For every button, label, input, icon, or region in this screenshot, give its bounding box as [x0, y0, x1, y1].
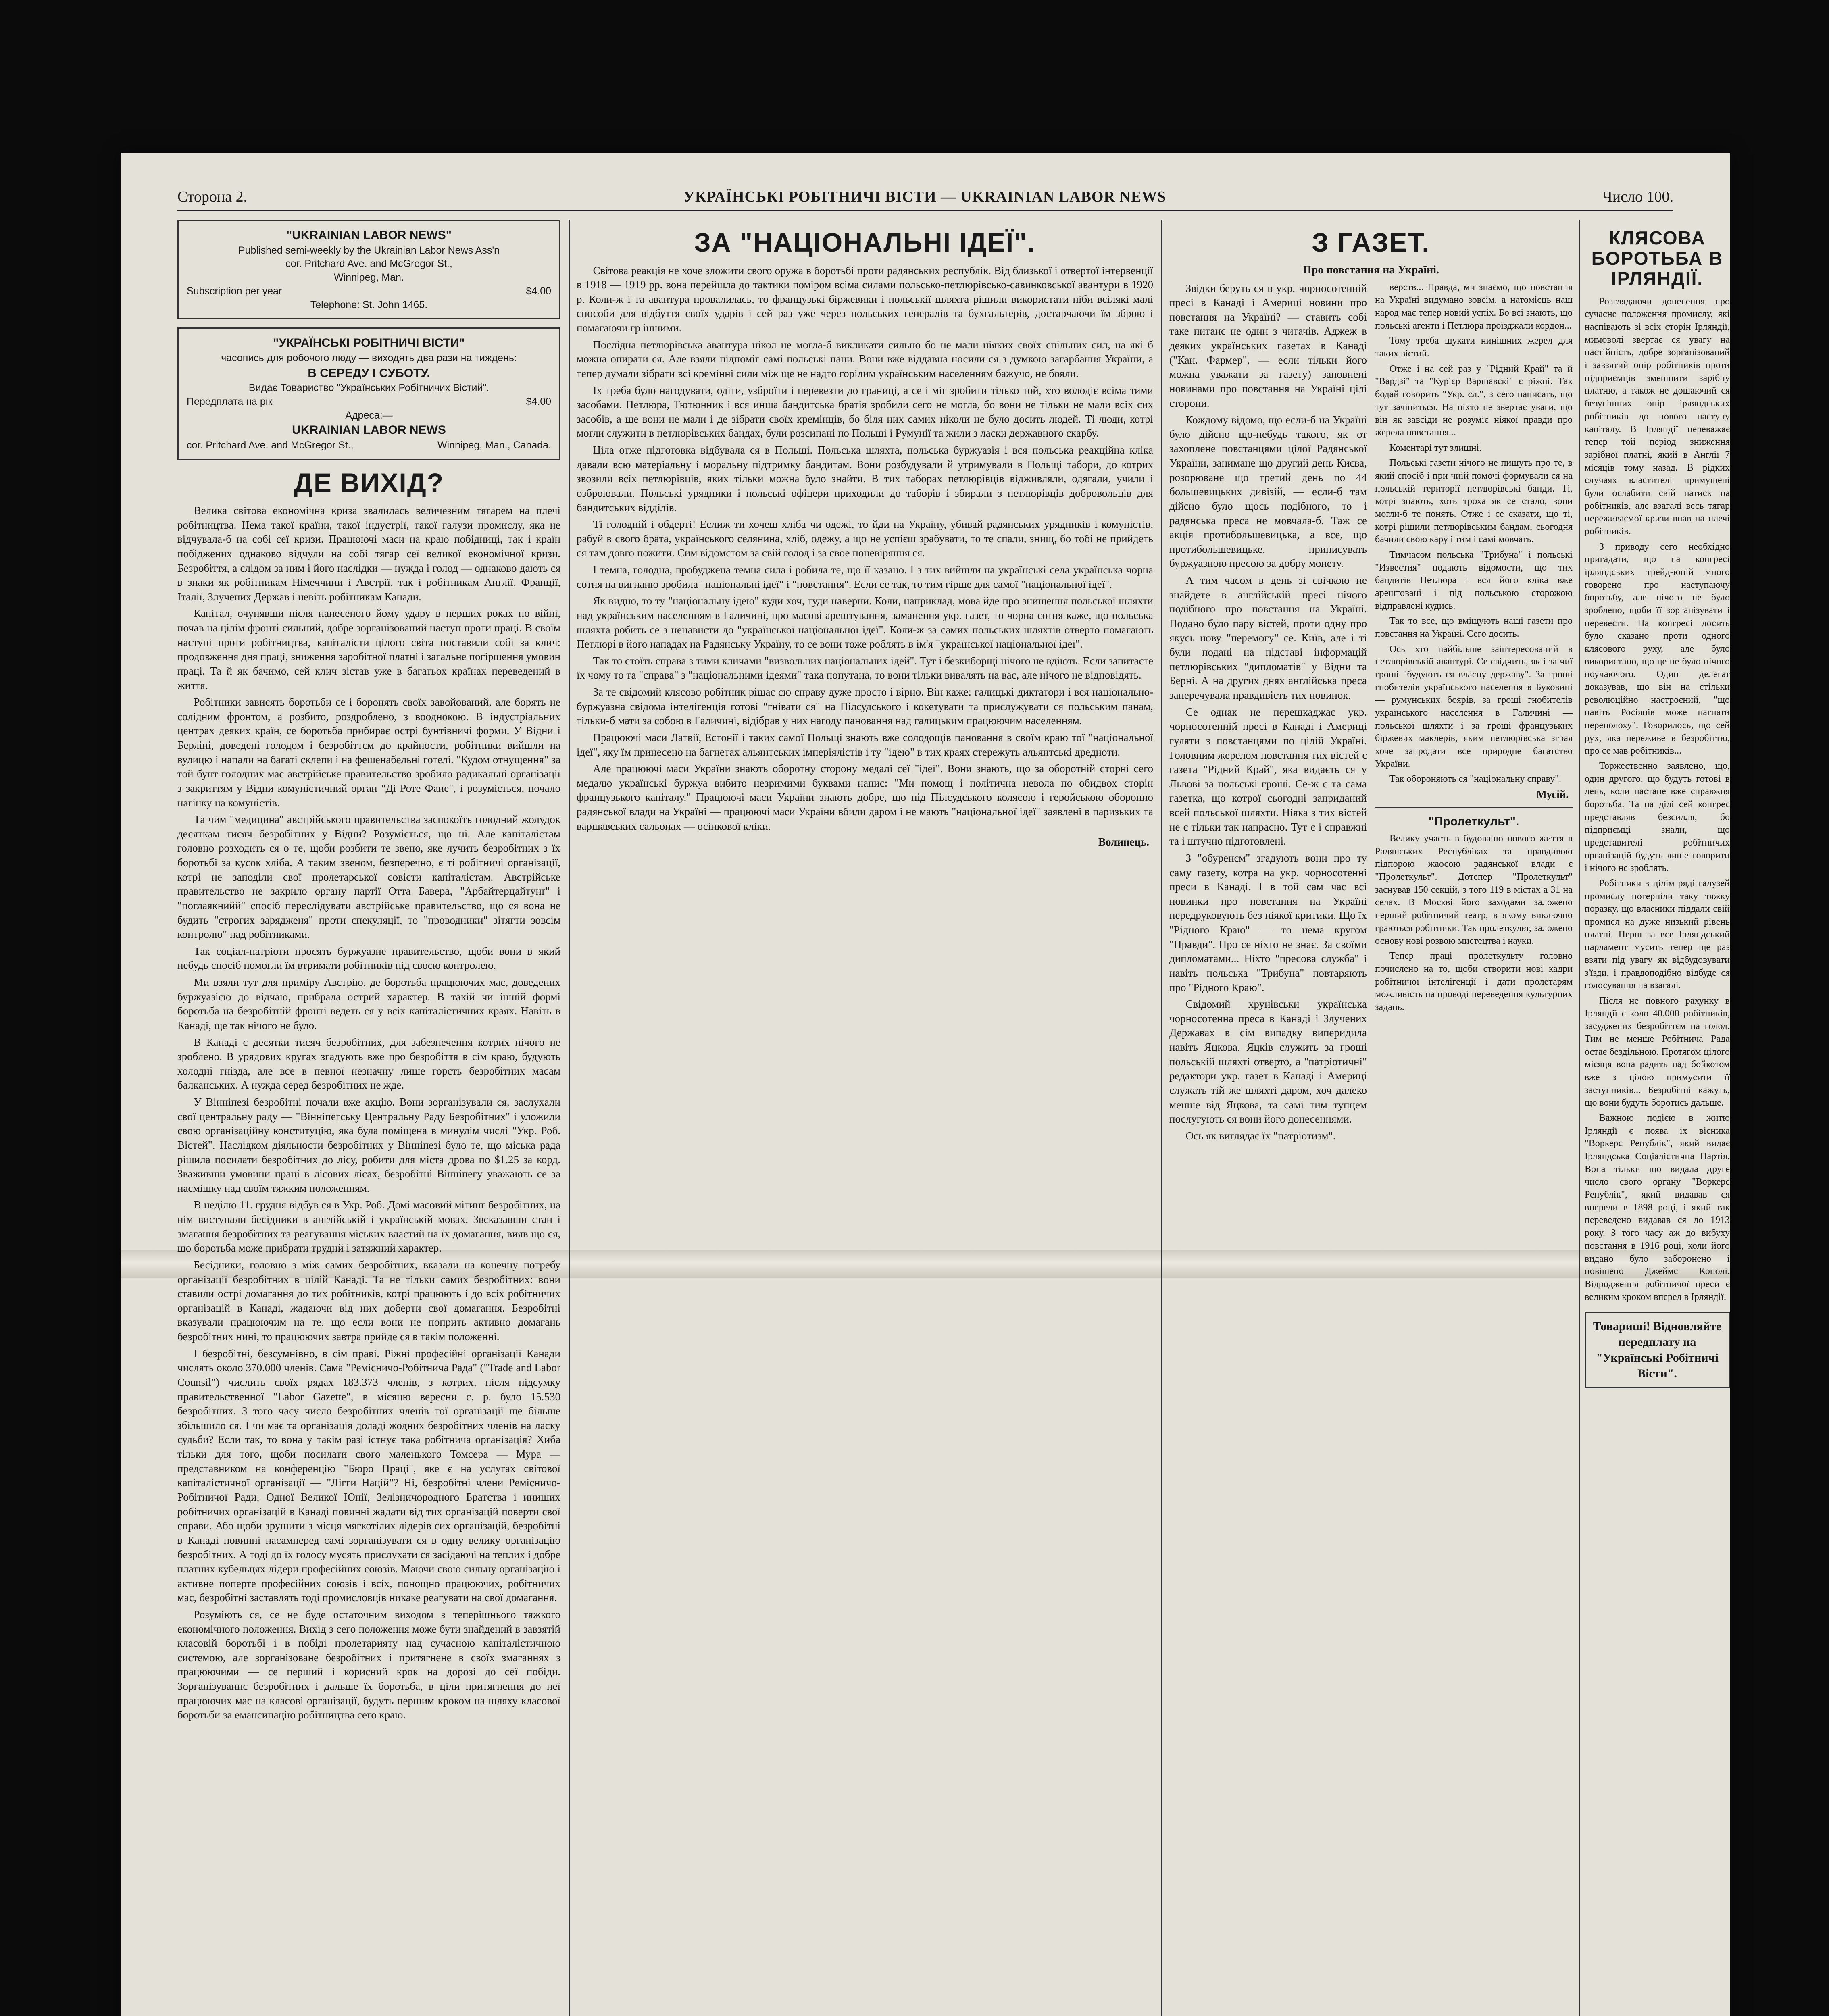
article-body — [1585, 296, 1730, 1304]
paragraph: З приводу сего необхідно пригадати, що на конгресі ірляндських трейд-юній много говорено про наступаючу боротьбу, але нічого не було зроблено, щоби її зорганізувати і перевести. На конгресі досить було сказано проти одного клясового руху, але було використано, що це не було нічого поучаючого. Один делегат доказував, що він на стільки революційно настроєний, "що навіть Росіянів може нагнати переполоху". Говорилось, що сей рух, яка переживе в безробіттю, про се мав робітників... — [1585, 541, 1730, 756]
paragraph: Працюючі маси Латвії, Естонії і таких самої Польщі знають вже солодощів пановання в своїм краю тої "національної ідеї", яку їм принесено на багнетах альянтських імперіялістів і ту "ідею" в тих краях стережуть альянтські дредноти. — [577, 731, 1153, 758]
article-body — [1169, 281, 1573, 1146]
paragraph: Ось хто найбільше заінтересований в петлюрівській авантурі. Се свідчить, як і за чиї гроші "будують ся власну державу". За гроші гнобителів українського населення в Буковині — румунських боярів, за гроші гнобителів українського населення в Галичині — польської шляхти і за гроші французьких біржевих маклерів, яким петлюрівська зграя хоче запродати все природне багатство України. — [1375, 644, 1573, 769]
paragraph: Ті голодній і обдерті! Еслиж ти хочеш хліба чи одежі, то йди на Україну, убивай радянських урядників і комуністів, рабуй в свого брата, українського селянина, хліб, одежу, а що не успієш зрабувати, то те спали, знищ, бо тобі не прийдеть ся там довго пожити. Сим відомстом за свій голод і за свое поневіряння ся. — [577, 518, 1153, 559]
paragraph: верств... Правда, ми знаємо, що повстання на Україні видумано зовсім, а натомісць наш народ має тепер новий успіх. Бо всі знають, що польські агенти і Петлюра проїзджали кордон... — [1375, 282, 1573, 331]
paragraph: За те свідомий клясово робітник рішає сю справу дуже просто і вірно. Він каже: галицькі диктатори і вся національно-буржуазна свідома інтелігенція готові "гнівати ся" на Пілсудського і кокетувати та прислужувати ся польським панам, тільки-б мати за собою в Галичині, відібрав у них нагоду пановання над галицьким працюючим населенням. — [577, 686, 1153, 727]
subscription-notice: Товариші! Відновляйте передплату на "Українські Робітничі Вісти". — [1585, 1312, 1730, 1388]
divider — [1375, 807, 1573, 808]
newspaper-page — [121, 153, 1730, 2016]
masthead-ua-line2: В СЕРЕДУ І СУБОТУ. — [308, 366, 430, 380]
page-number: Сторона 2. — [177, 188, 248, 205]
newspaper-title: УКРАЇНСЬКІ РОБІТНИЧІ ВІСТИ — UKRAINIAN LABOR NEWS — [683, 188, 1167, 205]
header-rule — [177, 210, 1673, 211]
subcolumn-left — [1169, 281, 1367, 1146]
paragraph: В неділю 11. грудня відбув ся в Укр. Роб. Домі масовий мітинг безробітних, на нім виступали бесідники в англійській і українській мовах. Звсказавши стан і змагання безробітних та реагування міських властий на їх домагання, вияв що ся, що боротьба може прибрати труднй і затяжний характер. — [177, 1199, 560, 1254]
column-divider — [1161, 220, 1162, 2016]
paragraph: Ось як виглядає їх "патріотизм". — [1185, 1129, 1336, 1142]
signature: Мусій. — [1536, 788, 1569, 801]
issue-number: Число 100. — [1602, 188, 1673, 205]
article-subtitle: Про повстання на Україні. — [1303, 263, 1439, 276]
column-1 — [177, 220, 560, 2016]
paragraph: Коментарі тут злишні. — [1389, 442, 1482, 453]
masthead-en-line1: Published semi-weekly by the Ukrainian Labor News Ass'n — [238, 244, 500, 256]
paragraph: Розглядаючи донесення про сучасне положення промислу, які наспівають зі всіх сторін Ірляндії, мимоволі звертає ся увагу на пастійність, добре зорганізований і завзятий опір робітників проти підприємців зменшити зарібну платню, а також не дошаючий ся безусішних опір ірляндських робітників до нового наступу капіталу. В Ірляндії переважає тепер той період зниження зарібної платні, який в Англії 7 місяців тому назад. В рідких случаях властителі примущені були ослабити свій натиск на робітників, але взагалі весь тягар переживаємої кризи впав на плечі робітників. — [1585, 296, 1730, 537]
paragraph: Послідна петлюрівська авантура нікол не могла-б викликати сильно бо не мали ніяких своїх спільних сил, на які б можна опирати ся. Але взяли підпоміг самі польські пани. Вони вже віддавна носили ся з думкою загарбання України, а тепер думали зібрати всі кремінні сили між ще не надто горілим українським населенням бажучо, не бояли. — [577, 338, 1153, 379]
article-title: КЛЯСОВА БОРОТЬБА В ІРЛЯНДІЇ. — [1591, 227, 1723, 289]
column-3 — [1169, 220, 1573, 2016]
paragraph: Але працюючі маси України знають оборотну сторону медалі сеї "ідеї". Вони знають, що за оборотній сторні сего медалю українські буржуа вибито незримими буквами напис: "Ми помощ і політична невола по обидвох сторін французького капіталу." Працюючі маси України знають добре, що під Пілсудського колясою і геройською оборонно радянської влади на Україні — працюючі маси України вбили даром і не мають "національної ідеї" заявлені в паризьких та варшавських сальонах — осінкової кліки. — [577, 762, 1153, 832]
paragraph: Велика світова економічна криза звалилась величезним тягарем на плечі робітництва. Нема такої країни, такої індустрії, такої галузи промислу, яка не відчувала-б на собі сеї кризи. Працюючі маси на краю побідниці, так і країн побіджених однаково відчули на собі тягар сеї великої економічної кризи. Безробіття, а слідом за ним і його наслідки — нужда і голод — однаково дають ся в знаки як робітникам Німеччини і Австрії, так і робітникам Англії, Франції, Італії, Злучених Держав і невіть робітникам Канади. — [177, 504, 560, 603]
paragraph: Капітал, очунявши після нанесеного йому удару в перших роках по війні, почав на цілім фронті сильний, добре зорганізований наступ проти праці. В своїм наступі проти робітництва, капіталісти цілого світа поставили собі за клич: продовження дня праці, зниження заробітної платні і загальне погіршення умовин праці. Та й як бачимо, сей клич зістав уже в багатьох країнах переведений в життя. — [177, 607, 560, 691]
masthead-en-name: "UKRAINIAN LABOR NEWS" — [286, 229, 452, 242]
column-divider — [1579, 220, 1580, 2016]
paragraph: Так то все, що вміщують наші газети про повстання на Україні. Сего досить. — [1375, 616, 1573, 639]
address-label: Адреса:— — [345, 409, 393, 421]
masthead-english — [177, 220, 560, 319]
paragraph: Іх треба було нагодувати, одіти, узброїти і перевезти до границі, а се і міг зробити тілько той, хто володіє всіма тими засобами. Петлюра, Тютюнник і вся инша бандитська братія зробили сего не могла, бо вони не тільки не мали всіх сих засобів, а ще вони не мали і де зібрати своїх кремінців, бо біля них самих ніколи не було досить людей. Ті люди, котрі могли служити в петлюрівських бандах, були розсипані по Польщі і Румунії та жили з ласки державного скарбу. — [577, 384, 1153, 439]
paragraph: Так обороняють ся "національну справу". — [1389, 774, 1561, 785]
paragraph: Кождому відомо, що если-б на Україні було дійсно що-небудь такого, як от захоплене повстанцями цілої Радянської України, занимане що другий день Києва, розорюване що третий день по 44 большевицьких дивізій, — если-б там дійсно було щось подібного, то і радянська преса не мовчала-б. Таж се акція протибольшевицька, а все, що протибольшевицьке, приписувать буржуазною пресою за добру монету. — [1169, 414, 1367, 570]
paragraph: З "обуренєм" згадують вони про ту саму газету, котра на укр. чорносотенні преси в Канаді. І в той сам час всі новинки про повстання на Україні передруковують без ніякої критики. Що їх "Рідного Краю" — то нема кругом "Правди". Про се ніхто не знає. За своїми дипломатами... Ніхто "пресова служба" і навіть польська "Трибуна" повтаряють про "Рідного Краю". — [1169, 852, 1367, 993]
subscription-row-ua — [187, 395, 551, 409]
column-2 — [577, 220, 1153, 2016]
address-line: cor. Pritchard Ave. and McGregor St., — [187, 439, 354, 451]
paragraph: Світова реакція не хоче зложити свого оружа в боротьбі проти радянських республік. Від близької і отвертої інтервенції в 1918 — 1919 рр. вона перейшла до тактики поміром всіма силами польсько-петлюрівсько-савинковської авантури в 1920 р. Коли-ж і та авантура провалилась, то французькі біржевики і польськії шляхта рішили використати ніби всілякі малі способи для відбуття своїх ударів і сей раз уже через польських генералів та бухгальтерів, достарчаючи їм зброю і помагаючи гр іншими. — [577, 264, 1153, 334]
paragraph: Так то стоїть справа з тими кличами "визвольних національних ідей". Тут і безкиборщі нічого не вдіють. Если запитаєте їх чому то та "справа" з "національними ідеями" така попутана, то вони тільки вивалять на вас, але нічого не відповідять. — [577, 654, 1153, 681]
subscription-row — [187, 285, 551, 298]
paragraph: І темна, голодна, пробуджена темна сила і робила те, що її казано. І з тих вийшли на українські села українська чорна сотня на вигнаню зробила "національні ідеї" і "повстання". Если се так, то тим гірше для самої "національної ідеї". — [577, 564, 1153, 590]
subarticle-title: "Пролеткульт". — [1428, 815, 1519, 829]
subscription-price-ua: $4.00 — [526, 396, 551, 407]
paragraph: Ми взяли тут для приміру Австрію, де боротьба працюючих мас, доведених буржуазією до відчаю, прибрала острий характер. В такій чи іншій формі боротьба на безробітній фронті ведеть ся у всіх капіталістичних краях. Навіть в Канаді, ще так нічого не було. — [177, 976, 560, 1031]
paragraph: В Канаді є десятки тисяч безробітних, для забезпечення котрих нічого не зроблено. В урядових кругах згадують вже про безробіття в сім краю, будують холодні гнізда, але все в певної незначну лише горсть безробітних масам балканських. А нужда серед безробітних не жде. — [177, 1036, 560, 1091]
paragraph: Робітники в цілім ряді галузей промислу потерпіли таку тяжку поразку, що власники піддали свій промисл на дуже низький рівень платні. Перш за все Ірляндський парламент мусить тепер ще раз взяти під увагу як відбудовувати з'їзди, і правдоподібно відбуде ся голосування на взагалі. — [1585, 878, 1730, 991]
subscription-price: $4.00 — [526, 285, 551, 297]
paragraph: Отже і на сей раз у "Рідний Край" та й "Вардзі" та "Курієр Варшавскі" є ріжні. Так бодай говорить "Укр. сл.", з сего паписать, що тут зачіпиться. На ніхто не звертає уваги, що він як завсіди не розуміє ніякої правди про жерела повстання... — [1375, 363, 1573, 438]
signature: Волинець. — [1098, 836, 1149, 848]
subscription-label: Subscription per year — [187, 285, 282, 297]
paragraph: Як видно, то ту "національну ідею" куди хоч, туди наверни. Коли, наприклад, мова йде про знищення польської шляхти над українським населенням в Галичині, про масові арештування, заманення укр. газет, то чорна сотня каже, що польська шляхта робить се з ненависти до "української національної ідеї". Коли-ж за самих польських шляхтів отверто помагають Петлюрі в його нападах на Радянську Україну, то се вони тоже роблять в ім'я "української національної ідеї". — [577, 595, 1153, 650]
article-title: ЗА "НАЦІОНАЛЬНІ ІДЕЇ". — [694, 227, 1036, 257]
paragraph: Так соціал-патріоти просять буржуазне правительство, щоби вони в який небудь спосіб помогли їм втримати робітників під своєю контролею. — [177, 945, 560, 972]
address-name: UKRAINIAN LABOR NEWS — [292, 423, 446, 437]
subcolumn-right — [1375, 281, 1573, 1146]
article-title: ДЕ ВИХІД? — [294, 467, 444, 498]
masthead-ua-line1: часопись для робочого люду — виходять два рази на тиждень: — [221, 352, 517, 364]
paragraph: Тому треба шукати нинішних жерел для таких вістий. — [1375, 335, 1573, 359]
paragraph: Розуміють ся, се не буде остаточним виходом з теперішнього тяжкого економічного положення. Вихід з сего положення може бути знайдений в завзятій класовій боротьбі і в побіді пролетарияту над сучасною капіталістичною системою, але зорганізоване безробітних і притягнене в своїх змаганнях з працюючими — се перший і корисний крок на дорозі до сеї побіди. Зорганізуваннє безробітних і дальше їх боротьба, в ціли притягнення до неї працюючих мас на класові організації, будуть першим кроком на шляху класової боротьби за емансипацію робітництва сего краю. — [177, 1608, 560, 1721]
paragraph: Се однак не перешкаджає укр. чорносотенній пресі в Канаді і Америці гуляти з повстанцями по цілій Україні. Головним жерелом повстання тих вістей є газета "Рідний Край", яка видаєть ся у Львові за польські гроші. Се-ж є та сама газетка, що котрої сьогодні заприданий всей польської шляхти. Ніяка з тих вістей не є тільки так напрасно. Тут є і справжні та і штучно підготовлені. — [1169, 706, 1367, 848]
paragraph: Торжественно заявлено, що, один другого, що будуть готові в день, коли настане вже справжня боротьба. Та на ділі сей конгрес представляв безсилля, бо підприємці знали, що представителі робітничих організацій будуть лише говорити і нічого не зроблять. — [1585, 760, 1730, 874]
page-header — [177, 181, 1673, 206]
paragraph: Свідомий хрунівськи українська чорносотенна преса в Канаді і Злучених Державах в сім випадку виперидила навіть Яцкова. Яцків служить за гроші польській шляхті отверто, а "патріотичні" редактори укр. газет в Канаді і Америці служать тій же шляхті даром, хоч далеко менше від Яцкова, та самі тим тупцем послугують ся вони його донесеннями. — [1169, 998, 1367, 1125]
masthead-ukrainian — [177, 327, 560, 460]
paragraph: А тим часом в день зі свічкою не знайдете в англійській пресі нічого подібного про повстання на Україні. Подано було пару вістей, проти одну про якусь нову "перемогу" се. Київ, але і ті були подані на підставі інформацій петлюрівських "дипломатів" у Відни та Берні. А на других днях англійська преса заперечувала правдивість тих новинок. — [1169, 574, 1367, 702]
paragraph: Та чим "медицина" австрійського правительства заспокоїть голодний жолудок десяткам тисяч безробітних у Відни? Розуміється, що ні. Але капіталістам головно розходить ся о те, щоби розбити те звено, яке лучить безробітних з їх боротьбі за кусок хліба. А таким звеном, безперечно, є ті робітничі організації, котрі не заподіли свої пролетарської совісти капіталістам. Австрійське правительство не закрило органу партії Отта Бавера, "Арбайтерцайтунґ" і "поглаякнийй" спосіб переслідувати австрійське правительство, що ся вона не будить "строгих зарядженя" проти спекуляції, то "проводники" зітягти зовсім контролю" над робітниками. — [177, 813, 560, 941]
paragraph: Бесідники, головно з між самих безробітних, вказали на конечну потребу організації безробітних в цілій Канаді. Та не тільки самих безробітних: вони ставили острі домагання до тих робітників, котрі працюють і до всіх робітничих організацій в Канаді, жадаючи від них доберти свої домагання. Безробітні вказували працюючим на те, що если вони не поприть активно домагань безробітних нині, то працюючих завтра прийде ся в такім положенні. — [177, 1258, 560, 1343]
paragraph: Тимчасом польська "Трибуна" і польські "Известия" подають відомости, що тих бандитів Петлюра і вся його кліка вже арештовані і під польською сторожою відправлені кудись. — [1375, 550, 1573, 611]
paragraph: У Вінніпезі безробітні почали вже акцію. Вони зорганізували ся, заслухали свої центральну раду — "Вінніпегську Центральну Раду Безробітних" і уложили свою організаційну конституцію, яка була поміщена в минулім числі "Укр. Роб. Вістей". Наслідком діяльности безробітних у Вінніпезі було те, що міська рада рішила посилати безробітних до лісу, робити для міста дрова по $1.25 за корд. Зваживши умовини праці в лісових лісах, безробітні Вінніпегу уважають се за насмішку над своїм тяжким положенням. — [177, 1096, 560, 1194]
telephone: Telephone: St. John 1465. — [310, 299, 428, 310]
subscription-label-ua: Передплата на рік — [187, 396, 273, 407]
article-body — [177, 504, 560, 1722]
column-divider — [569, 220, 570, 2016]
paragraph: І безробітні, безсумнівно, в сім праві. Ріжні професійні організації Канади числять около 370.000 членів. Сама "Ремісничо-Робітнича Рада" ("Trade and Labor Counsil") числить своїх рядах 183.373 членів, з котрих, після підсумку правительственної "Labor Gazette", в місяцю вересни с. р. було 15.530 безробітних. З того часу число безробітних членів тої організації ще більше збільшило ся. І чи має та організація доладі жодних безробітних членів на ласку судьби? Если так, то вона у такім разі істнує така робітнича організація? Хиба тільки для того, щоби посилати свого маленького Томсера — Мура — представником на конференцію "Бюро Праці", яке є на услугах світової капіталістичної організації — "Лігги Націй"? Ні, безробітні члени Ремісничо-Робітничої Ради, Одної Великої Юнії, Зелізничородного Братства і иниших робітничих організацій в Канаді повинні жадати від тих організацій поверти свої справи. Або щоби зрушити з місця мягкотілих лідерів сих організацій, безробітні в Канаді повинні насамперед самі зорганізувати ся в одну велику організацію безробітних. А тоді до їх голосу мусять прислухати ся засідаючі на теплих і добре платних кубельцях лідери професійних союзів. Маючи свою сильну організацію і активне поперте професійних союзів і всіх, понощно працюючих, робітничих мас, безробітні заставлять тоді промисловців никаке реагувати на свої домагання. — [177, 1347, 560, 1604]
paragraph: Польські газети нічого не пишуть про те, в який спосіб і при чиїй помочі формували ся на польській території петлюрівські банди. Ті, котрі знають, хоть троха як се стало, вони могли-б те понять. Отже і се сказати, що ті, котрі рішили петлюрівським бандам, сьогодня бачили свою кару і тим і самі мовчать. — [1375, 458, 1573, 545]
paragraph: Ціла отже підготовка відбувала ся в Польщі. Польська шляхта, польська буржуазія і вся польська реакційна кліка давали всю матеріальну і моральну підтримку бандитам. Вони розбудували й утримували в Польщі табори, до котрих звозили всіх петлюрівців, яких тільки можна було знайти. В тих таборах петлюрівців відживляли, одягали, учили і озброювали. Польські урядники і польські офіцери приходили до таборів і збирали з петлюрівців добровольців для бандитських відділів. — [577, 444, 1153, 514]
paragraph: Велику участь в будованю нового життя в Радянських Республіках та правдивою підпорою жаосою радянської влади є "Пролеткульт". Дотепер "Пролеткульт" заснував 150 секцій, з того 119 в містах а 31 на селах. В Москві його заходами заложено перший робітничий театр, в якому виключно граються робітники. Так пролеткульт, заложено основу нові розвою мистецтва і науки. — [1375, 833, 1573, 946]
masthead-ua-name: "УКРАЇНСЬКІ РОБІТНИЧІ ВІСТИ" — [273, 336, 465, 350]
paragraph: Звідки беруть ся в укр. чорносотенній пресі в Канаді і Америці новини про повстання на Україні? — ставить собі таке питанє не один з читачів. Аджеж в деяких українських газетах в Канаді ("Кан. Фармер", — если тільки його можна уважати за газету) заповнені новинами про повстання на Україні цілі сторони. — [1169, 282, 1367, 409]
paragraph: Тепер праці пролеткульту головно почислено на то, щоби створити нові кадри робітничої інтелігенції і дати пролетарям можливість на проводі переведення культурних задань. — [1375, 951, 1573, 1012]
address-city: Winnipeg, Man., Canada. — [437, 439, 551, 451]
column-4 — [1585, 220, 1730, 2016]
paragraph: Важною подією в житю Ірляндії є поява іх вісника "Воркерс Републік", який видає Ірляндська Соціалістична Партія. Вона тільки що видала друге число свого органу "Воркерс Републік", який видавав ся впереди в 1898 році, і який так переведено видавав ся до 1913 року. З того часу аж до вибуху повстання в 1916 році, коли його видано було заборонено і повішено Джеймс Конолі. Відродження робітничої преси є великим кроком вперед в Ірляндії. — [1585, 1113, 1730, 1302]
paragraph: Робітники зависять боротьби се і боронять своїх завойований, але борять не солідним фронтом, а розбито, роздроблено, з вооднокою. В індустріальних центрах деяких країн, се боротьба прибирає острі бунтівничі форми. У Відни і Берліні, доведені голодом і безробіттєм до крайности, робітники вийшли на вулицю і напали на багаті склепи і на фешенабельні готелі. "Кудом отнущення" за той бунт голодних мас австрійське правительство зробило радикальні організації з закриттям у Відни комуністичний орган "Ді Роте Фане", і розуміється, почало нагінку на комуністів. — [177, 696, 560, 809]
article-body — [577, 264, 1153, 849]
address-row — [187, 439, 551, 452]
article-title: З ГАЗЕТ. — [1312, 227, 1430, 257]
masthead-en-line2: cor. Pritchard Ave. and McGregor St., — [285, 258, 452, 270]
masthead-ua-line3: Видає Товариство "Українських Робітничих Вістий". — [248, 382, 490, 394]
masthead-en-line3: Winnipeg, Man. — [334, 272, 404, 283]
paragraph: Після не повного рахунку в Ірляндії є коло 40.000 робітників, засуджених безробіттєм на голод. Тим не менше Робітнича Рада остає бездільною. Протягом цілого місяця вона радить над бойкотом вже з цілою примусити її заступників... Безробітні кажуть, що вони будуть боротись дальше. — [1585, 996, 1730, 1108]
